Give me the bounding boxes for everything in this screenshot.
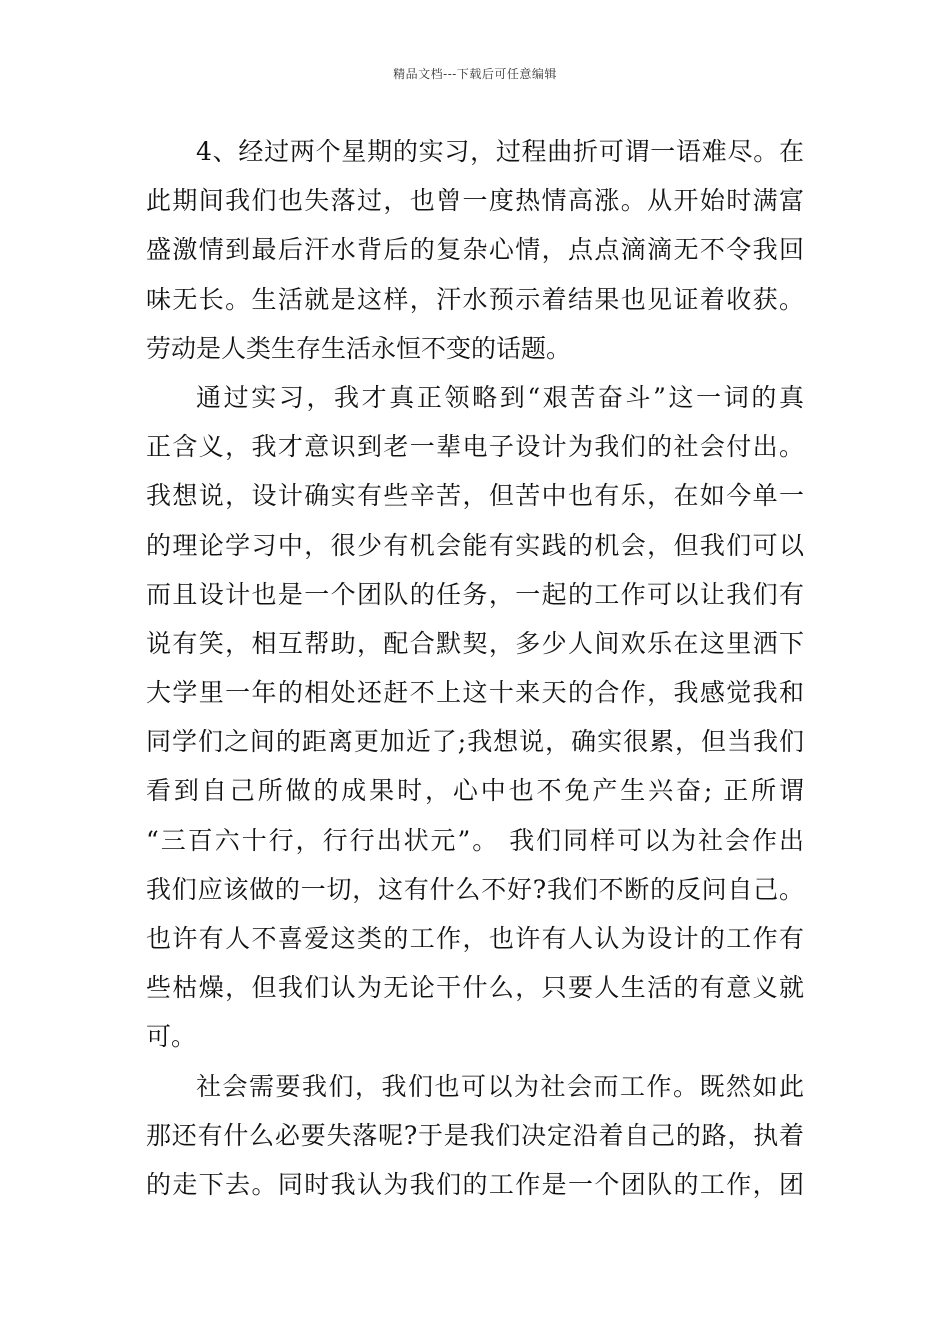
paragraph-line: 劳动是人类生存生活永恒不变的话题。: [146, 333, 572, 363]
paragraph-line: 同学们之间的距离更加近了;我想说，确实很累，但当我们: [146, 727, 804, 757]
paragraph-line: 些枯燥，但我们认为无论干什么，只要人生活的有意义就: [146, 973, 804, 1003]
paragraph-line: 味无长。生活就是这样，汗水预示着结果也见证着收获。: [146, 284, 804, 314]
paragraph-line: 而且设计也是一个团队的任务，一起的工作可以让我们有: [146, 579, 804, 609]
document-body: [146, 127, 804, 1209]
paragraph-line: 的走下去。同时我认为我们的工作是一个团队的工作，团: [146, 1169, 804, 1199]
paragraph-line: 也许有人不喜爱这类的工作，也许有人认为设计的工作有: [146, 924, 804, 953]
paragraph-line: 大学里一年的相处还赶不上这十来天的合作，我感觉我和: [146, 678, 804, 708]
paragraph-line: 此期间我们也失落过，也曾一度热情高涨。从开始时满富: [146, 186, 804, 216]
paragraph-line: 正含义，我才意识到老一辈电子设计为我们的社会付出。: [146, 432, 804, 462]
paragraph-line: 的理论学习中，很少有机会能有实践的机会，但我们可以: [146, 530, 804, 560]
paragraph-line: 那还有什么必要失落呢?于是我们决定沿着自己的路，执着: [146, 1120, 804, 1150]
paragraph-line: 4、经过两个星期的实习，过程曲折可谓一语难尽。在: [196, 137, 804, 166]
paragraph-line: 我们应该做的一切，这有什么不好?我们不断的反问自己。: [146, 874, 804, 904]
paragraph-line: 可。: [146, 1022, 197, 1052]
paragraph-line: 看到自己所做的成果时，心中也不免产生兴奋; 正所谓: [146, 776, 804, 806]
page-header: 精品文档---下载后可任意编辑: [393, 67, 557, 81]
paragraph-line: 说有笑，相互帮助，配合默契，多少人间欢乐在这里洒下: [146, 628, 804, 658]
paragraph-line: “三百六十行，行行出状元”。 我们同样可以为社会作出: [146, 825, 804, 855]
paragraph-line: 社会需要我们，我们也可以为社会而工作。既然如此: [196, 1071, 804, 1101]
paragraph-line: 通过实习，我才真正领略到“艰苦奋斗”这一词的真: [196, 382, 804, 412]
paragraph-line: 我想说，设计确实有些辛苦，但苦中也有乐，在如今单一: [146, 481, 804, 511]
paragraph-line: 盛激情到最后汗水背后的复杂心情，点点滴滴无不令我回: [146, 235, 804, 265]
